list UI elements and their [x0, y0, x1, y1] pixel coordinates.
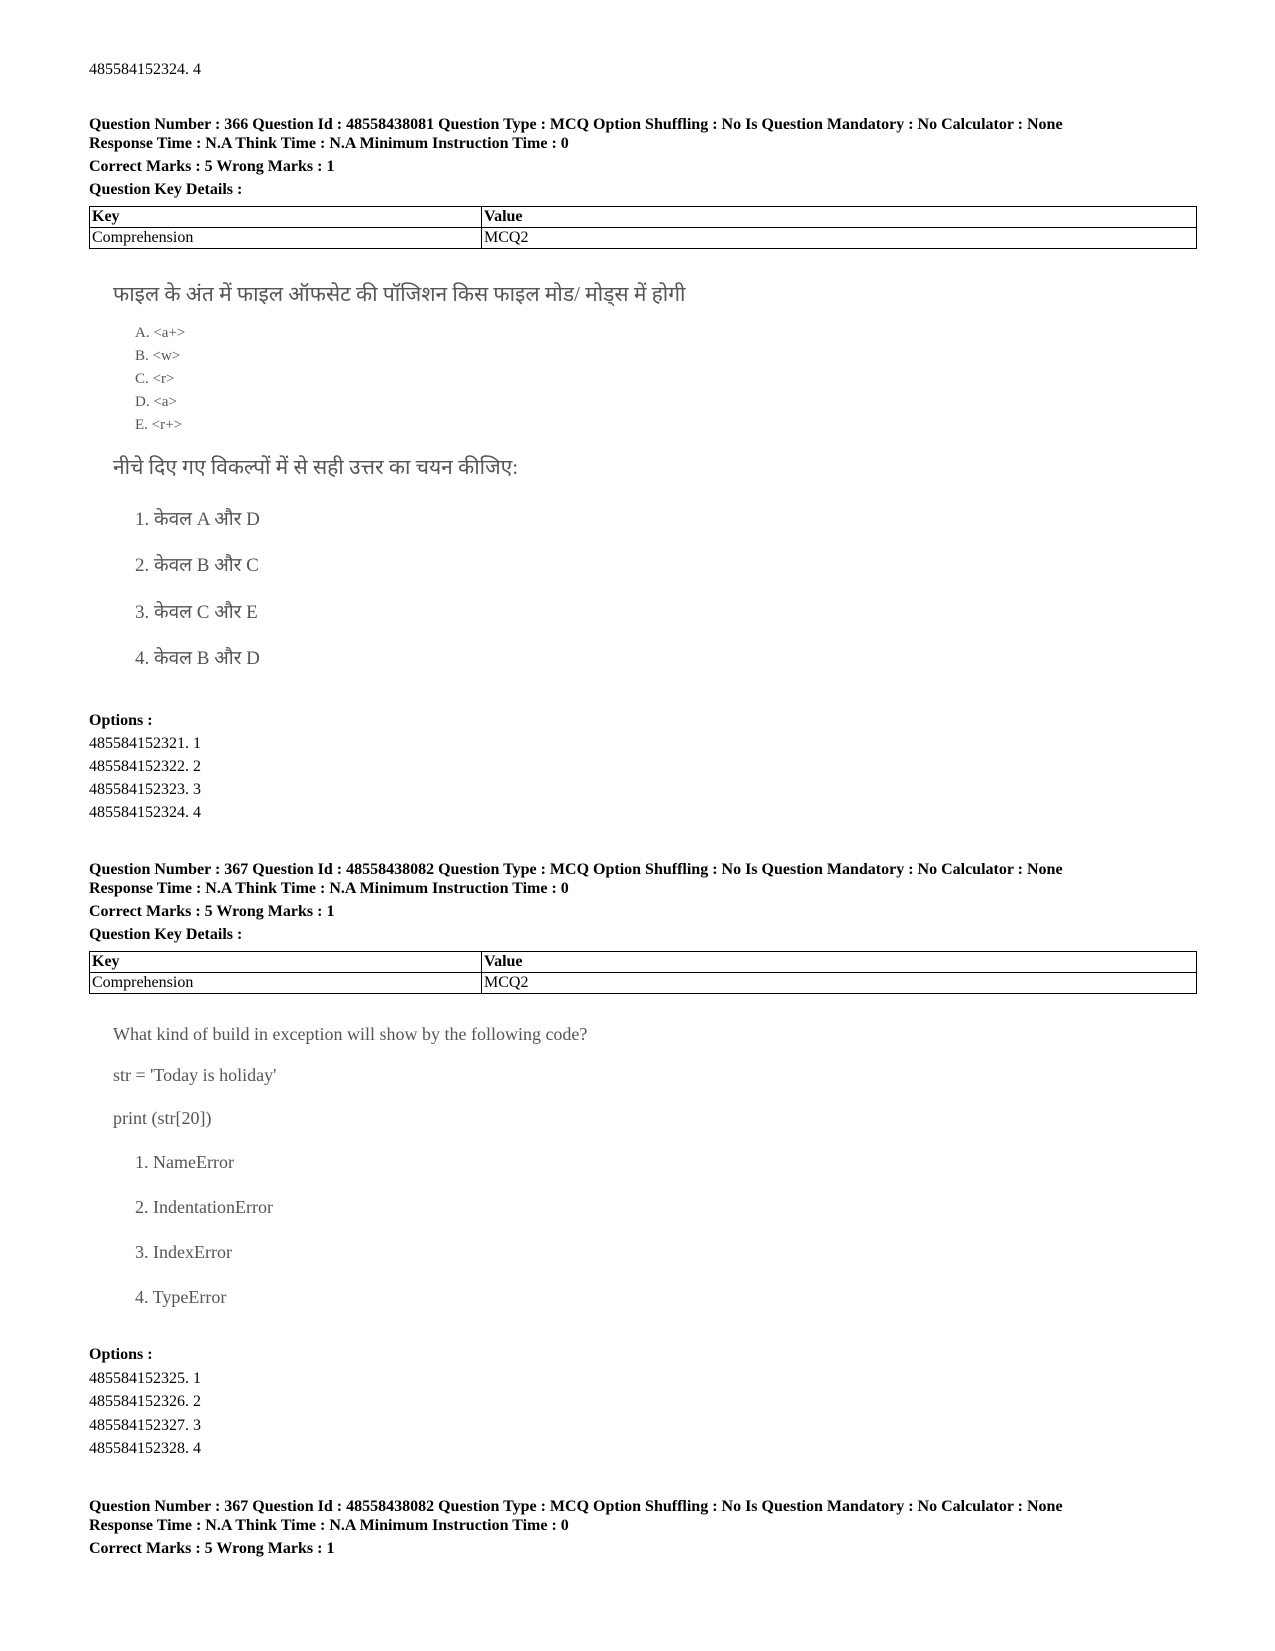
q366-meta-line-1: Question Number : 366 Question Id : 48558438081 Question Type : MCQ Option Shuffling : No Is Question Mandatory : No Calculator : None: [89, 116, 1063, 133]
q367-choice-4: 4. TypeError: [135, 1287, 227, 1307]
q367-choice-3: 3. IndexError: [135, 1242, 232, 1262]
q367-question-stem: What kind of build in exception will show by the following code?: [113, 1024, 588, 1044]
table-cell-key: Comprehension: [90, 228, 482, 249]
q366-choice-4: 4. केवल B और D: [135, 648, 260, 669]
q366-item-d: D. <a>: [135, 394, 177, 410]
q367-code-line-2: print (str[20]): [113, 1108, 212, 1128]
q366-instruction: नीचे दिए गए विकल्पों में से सही उत्तर का चयन कीजिए:: [113, 455, 519, 479]
table-header-key: Key: [90, 207, 482, 228]
q366-key-table: [89, 206, 1197, 249]
q366-option-2: 485584152322. 2: [89, 758, 201, 775]
q367-options-label: Options :: [89, 1346, 153, 1363]
q367-option-3: 485584152327. 3: [89, 1417, 201, 1434]
q367-key-table: [89, 951, 1197, 994]
q367-option-1: 485584152325. 1: [89, 1370, 201, 1387]
q367-key-details-label: Question Key Details :: [89, 926, 243, 943]
table-header-row: [90, 207, 1197, 228]
q366-item-a: A. <a+>: [135, 325, 186, 341]
q366-choice-2: 2. केवल B और C: [135, 555, 259, 576]
q367b-meta-line-2: Response Time : N.A Think Time : N.A Minimum Instruction Time : 0: [89, 1517, 569, 1534]
q366-option-1: 485584152321. 1: [89, 735, 201, 752]
q367-option-2: 485584152326. 2: [89, 1393, 201, 1410]
q366-item-b: B. <w>: [135, 348, 181, 364]
q366-item-c: C. <r>: [135, 371, 175, 387]
q366-question-stem: फाइल के अंत में फाइल ऑफसेट की पॉजिशन किस फाइल मोड/ मोड्स में होगी: [113, 282, 686, 306]
q366-option-4: 485584152324. 4: [89, 804, 201, 821]
q366-item-e: E. <r+>: [135, 417, 183, 433]
table-header-key: Key: [90, 952, 482, 973]
q366-key-details-label: Question Key Details :: [89, 181, 243, 198]
q366-option-3: 485584152323. 3: [89, 781, 201, 798]
q367-meta-line-2: Response Time : N.A Think Time : N.A Minimum Instruction Time : 0: [89, 880, 569, 897]
q367b-meta-line-1: Question Number : 367 Question Id : 48558438082 Question Type : MCQ Option Shuffling : No Is Question Mandatory : No Calculator : None: [89, 1498, 1063, 1515]
q366-choice-3: 3. केवल C और E: [135, 602, 258, 623]
table-header-row: [90, 952, 1197, 973]
table-header-value: Value: [482, 952, 1197, 973]
q367-meta-line-1: Question Number : 367 Question Id : 48558438082 Question Type : MCQ Option Shuffling : No Is Question Mandatory : No Calculator : None: [89, 861, 1063, 878]
previous-option-line: 485584152324. 4: [89, 61, 201, 78]
q367-option-4: 485584152328. 4: [89, 1440, 201, 1457]
q367-marks: Correct Marks : 5 Wrong Marks : 1: [89, 903, 335, 920]
q367-choice-2: 2. IndentationError: [135, 1197, 273, 1217]
q367b-marks: Correct Marks : 5 Wrong Marks : 1: [89, 1540, 335, 1557]
q366-options-label: Options :: [89, 712, 153, 729]
table-row: [90, 228, 1197, 249]
table-cell-value: MCQ2: [482, 228, 1197, 249]
q366-marks: Correct Marks : 5 Wrong Marks : 1: [89, 158, 335, 175]
table-row: [90, 973, 1197, 994]
table-cell-value: MCQ2: [482, 973, 1197, 994]
q367-code-line-1: str = 'Today is holiday': [113, 1065, 277, 1085]
q366-choice-1: 1. केवल A और D: [135, 509, 260, 530]
table-header-value: Value: [482, 207, 1197, 228]
q366-meta-line-2: Response Time : N.A Think Time : N.A Minimum Instruction Time : 0: [89, 135, 569, 152]
table-cell-key: Comprehension: [90, 973, 482, 994]
q367-choice-1: 1. NameError: [135, 1152, 234, 1172]
